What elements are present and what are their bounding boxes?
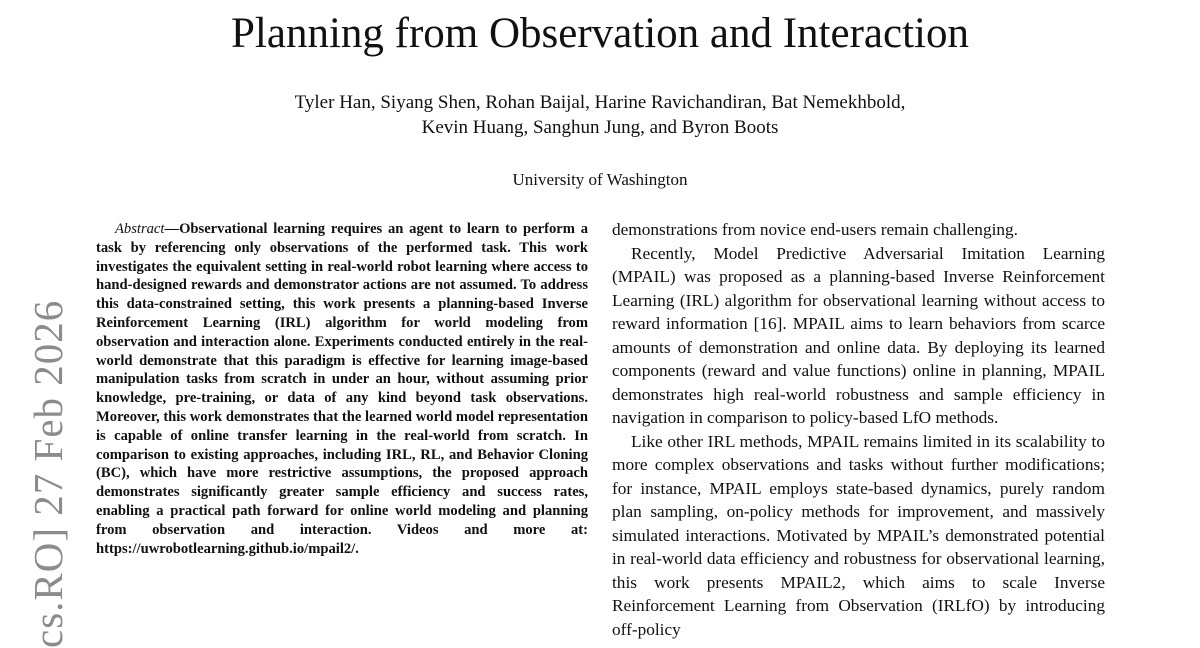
arxiv-stamp: cs.RO] 27 Feb 2026	[25, 299, 71, 648]
abstract	[96, 220, 588, 558]
intro-paragraph-mpail: Recently, Model Predictive Adversarial Imitation Learning (MPAIL) was proposed as a planning-based Inverse Reinforcement Learning (IRL) algorithm for observational learning without access to reward information [16]. MPAIL aims to learn behaviors from scarce amounts of demonstration and online data. By deploying its learned components (reward and value functions) online in planning, MPAIL demonstrates high real-world robustness and sample efficiency in navigation in comparison to policy-based LfO methods.	[612, 243, 1105, 427]
affiliation: University of Washington	[512, 170, 688, 189]
abstract-text: —Observational learning requires an agent to learn to perform a task by referencing only observations of the performed task. This work investigates the equivalent setting in real-world robot learning where access to hand-designed rewards and demonstrator actions are not assumed. To address this data-constrained setting, this work presents a planning-based Inverse Reinforcement Learning (IRL) algorithm for world modeling from observation and interaction alone. Experiments conducted entirely in the real-world demonstrate that this paradigm is effective for learning image-based manipulation tasks from scratch in under an hour, without assuming prior knowledge, pre-training, or data of any kind beyond task observations. Moreover, this work demonstrates that the learned world model representation is capable of online transfer learning in the real-world from scratch. In comparison to existing approaches, including IRL, RL, and Behavior Cloning (BC), which have more restrictive assumptions, the proposed approach demonstrates significantly greater sample efficiency and success rates, enabling a practical path forward for online world modeling and planning from observation and interaction. Videos and more at: https://uwrobotlearning.github.io/mpail2/.	[96, 221, 588, 557]
abstract-label: Abstract	[115, 221, 165, 237]
intro-paragraph-continued: demonstrations from novice end-users remain challenging.	[612, 220, 1018, 239]
intro-paragraph-mpail2: Like other IRL methods, MPAIL remains limited in its scalability to more complex observations and tasks without further modifications; for instance, MPAIL employs state-based dynamics, purely random plan sampling, on-policy methods for improvement, and massively simulated interactions. Motivated by MPAIL’s demonstrated potential in real-world data efficiency and robustness for observational learning, this work presents MPAIL2, which aims to scale Inverse Reinforcement Learning from Observation (IRLfO) by introducing off-policy	[612, 431, 1105, 639]
paper-title: Planning from Observation and Interaction	[231, 10, 969, 57]
introduction-column	[612, 218, 1105, 641]
author-list	[0, 90, 1200, 140]
authors-line-1: Tyler Han, Siyang Shen, Rohan Baijal, Harine Ravichandiran, Bat Nemekhbold,	[294, 92, 906, 113]
authors-line-2: Kevin Huang, Sanghun Jung, and Byron Boots	[421, 117, 779, 138]
